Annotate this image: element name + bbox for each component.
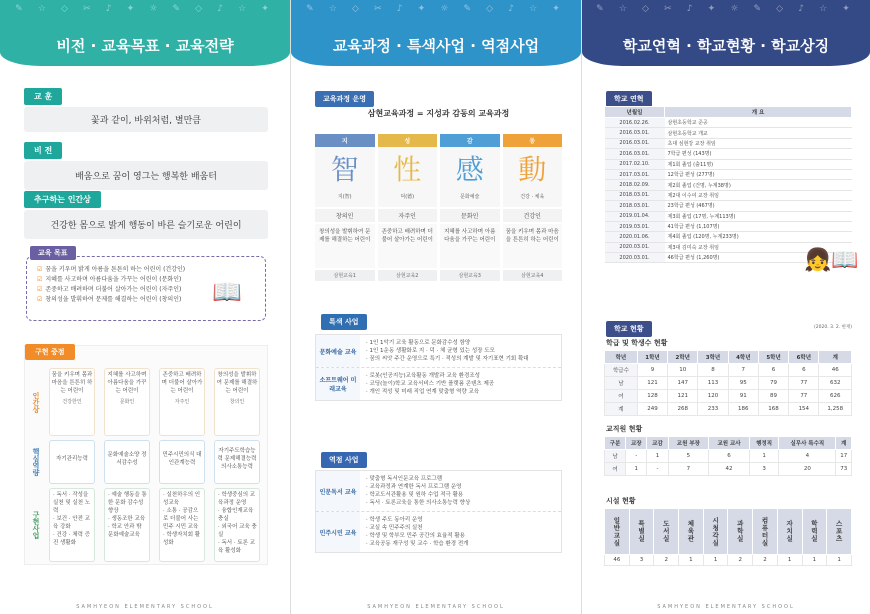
table-header-cell: 특별실 xyxy=(629,509,654,555)
project-cell: · 실천하우의 인성교육 · 소통 · 공감으로 더불어 사는 민주 시민 교육 · 학생자치회 활성화 xyxy=(159,488,205,562)
table-cell: 95 xyxy=(728,377,758,390)
decor-icons: ✎ ☆ ◇ ✂ ♪ ✦ ☼ ✎ ◇ ♪ ☆ ✦ xyxy=(596,4,856,14)
check-icon: ☑ xyxy=(37,296,43,303)
vision-panel-header xyxy=(0,0,290,66)
column-hanja: 感 xyxy=(440,147,500,193)
table-header-row xyxy=(605,351,852,364)
history-date: 2018.03.01. xyxy=(605,201,665,211)
staff-title: 교직원 현황 xyxy=(606,425,643,433)
project-label: 소프트웨어 미래교육 xyxy=(316,368,360,400)
check-icon: ☑ xyxy=(37,266,43,273)
history-tag: 학교 연혁 xyxy=(606,91,652,107)
history-event: 제2대 이수여 교장 취임 xyxy=(665,190,852,200)
decor-icons: ✎ ☆ ◇ ✂ ♪ ✦ ☼ ✎ ◇ ♪ ☆ ✦ xyxy=(306,4,566,14)
history-event: 제3대 김미숙 교장 취임 xyxy=(665,242,852,252)
table-cell: 268 xyxy=(668,403,698,416)
curriculum-columns xyxy=(315,134,562,281)
table-header-cell: 6학년 xyxy=(789,351,819,364)
project-item: · 학교도서관활용 및 원하 수업 적극 활용 xyxy=(366,492,464,498)
table-cell: 여 xyxy=(605,463,626,476)
ideal-cell: 꿈을 키우며 몸과 마음을 튼튼히 하는 어린이 건강한인 xyxy=(49,368,95,436)
project-item: · 코딩(놀이)학교 교육서비스 기반 플랫폼 콘텐츠 제공 xyxy=(366,381,495,387)
table-cell: 632 xyxy=(819,377,852,390)
table-row xyxy=(605,390,852,403)
history-section xyxy=(606,86,652,107)
table-cell: 10 xyxy=(668,364,698,377)
motto-text: 꽃과 같이, 바위처럼, 별만큼 xyxy=(24,107,268,132)
table-cell: 249 xyxy=(637,403,667,416)
focus-projects-tag: 역점 사업 xyxy=(321,452,367,468)
table-header-cell: 3학년 xyxy=(698,351,728,364)
table-cell: 1,258 xyxy=(819,403,852,416)
status-tag: 학교 현황 xyxy=(606,321,652,337)
table-cell: 73 xyxy=(836,463,852,476)
history-row xyxy=(605,211,852,221)
project-item: · 학생 및 학부모 민주 공간의 효율적 활용 xyxy=(366,533,465,539)
table-header-cell: 체육관 xyxy=(679,509,704,555)
implementation-table xyxy=(24,345,268,565)
table-cell: 154 xyxy=(789,403,819,416)
table-cell: 남 xyxy=(605,377,638,390)
focus-projects-box xyxy=(315,470,562,553)
table-header-cell: 자치실 xyxy=(777,509,802,555)
column-name: 자주인 xyxy=(378,209,438,222)
table-row xyxy=(605,450,852,463)
table-cell: 1 xyxy=(679,555,704,566)
history-row xyxy=(605,180,852,190)
table-header-row xyxy=(605,509,852,555)
history-event: 46학급 편성 (1,260명) xyxy=(665,253,852,263)
curriculum-panel-title: 교육과정 · 특색사업 · 역점사업 xyxy=(332,37,540,55)
vision-tag: 비 전 xyxy=(24,142,62,159)
column-desc: 존중하고 배려하며 더불어 살아가는 어린이 xyxy=(378,224,438,268)
history-row xyxy=(605,169,852,179)
special-projects-tag: 특색 사업 xyxy=(321,314,367,330)
history-row xyxy=(605,201,852,211)
table-cell: 남 xyxy=(605,450,626,463)
table-header-cell: 4학년 xyxy=(728,351,758,364)
project-item: · 맞춤형 독서인문교육 프로그램 xyxy=(366,476,443,482)
ideal-text: 건강한 몸으로 밝게 행동이 바른 슬기로운 어린이 xyxy=(24,210,268,239)
table-row xyxy=(605,364,852,377)
table-row xyxy=(605,403,852,416)
table-header-cell: 구분 xyxy=(605,437,626,450)
project-item: · 1인 1악기 교육 활동으로 문화감수성 함양 xyxy=(366,340,471,346)
table-cell: 17 xyxy=(836,450,852,463)
table-cell: 1 xyxy=(827,555,852,566)
table-cell: 8 xyxy=(698,364,728,377)
column-tag: 삼현교육4 xyxy=(503,270,563,281)
history-date: 2020.01.06. xyxy=(605,232,665,242)
table-header-cell: 실무사 특수직 xyxy=(779,437,836,450)
table-cell: 1 xyxy=(626,463,647,476)
footer-text: SAMHYEON ELEMENTARY SCHOOL xyxy=(76,604,214,610)
history-header-row xyxy=(605,107,852,118)
table-header-row xyxy=(605,437,852,450)
history-row xyxy=(605,128,852,138)
column-hanja: 動 xyxy=(503,147,563,193)
table-cell: 121 xyxy=(668,390,698,403)
table-header-cell: 5학년 xyxy=(758,351,788,364)
project-items xyxy=(360,471,561,511)
decor-icons: ✎ ☆ ◇ ✂ ♪ ✦ ☼ ✎ ◇ ♪ ☆ ✦ xyxy=(15,4,275,14)
column-header: 감 xyxy=(440,134,500,147)
table-header-cell: 컴퓨터실 xyxy=(753,509,778,555)
table-cell: 147 xyxy=(668,377,698,390)
table-cell: 2 xyxy=(753,555,778,566)
project-items xyxy=(360,335,561,367)
motto-tag: 교 훈 xyxy=(24,88,62,105)
column-tag: 삼현교육3 xyxy=(440,270,500,281)
history-date: 2017.03.01. xyxy=(605,169,665,179)
project-row xyxy=(316,368,561,400)
table-header-cell: 일반교실 xyxy=(605,509,630,555)
project-label: 민주시민 교육 xyxy=(316,512,360,552)
project-row xyxy=(316,335,561,368)
status-date: (2020. 3. 2. 현재) xyxy=(814,325,852,330)
history-date: 2020.03.01. xyxy=(605,242,665,252)
history-date: 2016.03.01. xyxy=(605,128,665,138)
column-subtitle: 덕(德) xyxy=(378,193,438,207)
table-cell: - xyxy=(626,450,647,463)
project-row xyxy=(316,471,561,512)
goal-item: ☑ 꿈을 키우며 밝게 아름을 튼튼히 하는 어린이 (건강인) xyxy=(37,266,186,273)
curriculum-tag: 교육과정 운영 xyxy=(315,91,374,107)
table-header-cell: 교감 xyxy=(647,437,668,450)
goal-item: ☑ 창의성을 발휘하여 문제를 해결하는 어린이 (창의인) xyxy=(37,296,182,303)
row-label-ideal: 인간상 xyxy=(32,391,40,413)
project-cell: · 학생중심의 교육과정 운영 · 융합인재교육 충실 · 외국어 교육 충실 · 독서 · 토론 교육 활성화 xyxy=(214,488,260,562)
project-row xyxy=(316,512,561,552)
history-date: 2016.03.01. xyxy=(605,138,665,148)
table-cell: 7 xyxy=(728,364,758,377)
vision-panel-title: 비전 · 교육목표 · 교육전략 xyxy=(56,37,234,55)
goal-item: ☑ 존중하고 배려하며 더불어 살아가는 어린이 (자주인) xyxy=(37,286,182,293)
table-header-cell: 시청각실 xyxy=(703,509,728,555)
column-name: 문화인 xyxy=(440,209,500,222)
column-desc: 꿈을 키우며 몸과 마음을 튼튼히 하는 어린이 xyxy=(503,224,563,268)
project-item: · 개인 적성 및 미래 직업 연계 맞춤형 역량 교육 xyxy=(366,389,480,395)
history-row xyxy=(605,149,852,159)
row-label-competency: 핵심역량 xyxy=(32,448,40,476)
history-row xyxy=(605,159,852,169)
history-date: 2020.03.01. xyxy=(605,253,665,263)
table-cell: 1 xyxy=(647,450,668,463)
history-event: 삼현초등학교 개교 xyxy=(665,128,852,138)
column-tag: 삼현교육2 xyxy=(378,270,438,281)
curriculum-panel-header xyxy=(291,0,581,66)
curriculum-column xyxy=(503,134,563,281)
project-item: · 독서 · 토론교육을 통한 의사소통능력 향상 xyxy=(366,500,471,506)
table-cell: 233 xyxy=(698,403,728,416)
vision-panel xyxy=(0,0,290,614)
staff-table xyxy=(604,436,852,476)
table-cell: 2 xyxy=(654,555,679,566)
column-hanja: 智 xyxy=(315,147,375,193)
history-event: 삼현초등학교 준공 xyxy=(665,118,852,128)
history-panel xyxy=(581,0,870,614)
competency-cell: 문화예술소양 정서감수성 xyxy=(104,440,150,484)
curriculum-column xyxy=(315,134,375,281)
table-cell: 168 xyxy=(758,403,788,416)
reading-kids-icon: 👧📖 xyxy=(804,248,859,273)
column-desc: 지혜를 사고하며 아름다움을 가꾸는 어린이 xyxy=(440,224,500,268)
table-cell: 113 xyxy=(698,377,728,390)
open-book-icon: 📖 xyxy=(212,278,242,306)
project-item: · 로봇(인공지능)교육활동 개발과 교육 환경조성 xyxy=(366,373,480,379)
table-cell: 77 xyxy=(789,377,819,390)
table-header-cell: 행정직 xyxy=(749,437,778,450)
curriculum-column xyxy=(378,134,438,281)
project-item: · 1인 1운동 생활화로 지 · 덕 · 체 균형 있는 성장 도모 xyxy=(366,348,495,354)
table-cell: 9 xyxy=(637,364,667,377)
table-cell: 77 xyxy=(789,390,819,403)
ideal-cell: 지혜를 사고하며 아름다움을 가꾸는 어린이 문화인 xyxy=(104,368,150,436)
project-label: 문화예술 교육 xyxy=(316,335,360,367)
ideal-cell: 존중하고 배려하며 더불어 살아가는 어린이 자주인 xyxy=(159,368,205,436)
students-table xyxy=(604,350,852,416)
table-cell: 626 xyxy=(819,390,852,403)
column-subtitle: 건강 · 체육 xyxy=(503,193,563,207)
history-date: 2017.02.10. xyxy=(605,159,665,169)
column-tag: 삼현교육1 xyxy=(315,270,375,281)
table-cell: 89 xyxy=(758,390,788,403)
table-header-cell: 학력실 xyxy=(802,509,827,555)
table-header-cell: 계 xyxy=(819,351,852,364)
history-event: 12학급 편성 (277명) xyxy=(665,169,852,179)
history-event: 제4회 졸업 (120명, 누계233명) xyxy=(665,232,852,242)
project-label: 인문독서 교육 xyxy=(316,471,360,511)
table-cell: 계 xyxy=(605,403,638,416)
table-header-cell: 도서실 xyxy=(654,509,679,555)
ideal-cell: 창의성을 발휘하여 문제를 해결하는 어린이 창의인 xyxy=(214,368,260,436)
history-event: 23학급 편성 (467명) xyxy=(665,201,852,211)
curriculum-panel xyxy=(290,0,581,614)
history-event: 제1회 졸업 (출11명) xyxy=(665,159,852,169)
table-cell: 46 xyxy=(605,555,630,566)
table-cell: 120 xyxy=(698,390,728,403)
history-row xyxy=(605,221,852,231)
competency-cell: 민주시민의식 대인관계능력 xyxy=(159,440,205,484)
column-header: 지 xyxy=(315,134,375,147)
project-item: · 꿈의 씨앗 주간 운영으로 특기 · 적성의 계발 및 자기표현 기회 확대 xyxy=(366,356,529,362)
history-date: 2016.02.26. xyxy=(605,118,665,128)
history-panel-title: 학교연혁 · 학교현황 · 학교상징 xyxy=(622,37,830,55)
table-cell: 186 xyxy=(728,403,758,416)
table-header-cell: 계 xyxy=(836,437,852,450)
vision-section xyxy=(24,138,268,190)
vision-text: 배움으로 꿈이 영그는 행복한 배움터 xyxy=(24,161,268,190)
table-cell: 1 xyxy=(749,450,778,463)
footer-text: SAMHYEON ELEMENTARY SCHOOL xyxy=(367,604,505,610)
table-cell: 3 xyxy=(749,463,778,476)
table-cell: 6 xyxy=(709,450,750,463)
implementation-tag: 구현 중점 xyxy=(25,344,75,360)
column-hanja: 性 xyxy=(378,147,438,193)
table-cell: 3 xyxy=(629,555,654,566)
column-name: 건강인 xyxy=(503,209,563,222)
column-name: 창의인 xyxy=(315,209,375,222)
row-label-projects: 구현사업 xyxy=(32,511,40,539)
table-cell: 1 xyxy=(703,555,728,566)
table-cell: 20 xyxy=(779,463,836,476)
status-section xyxy=(606,316,652,337)
project-items xyxy=(360,368,561,400)
curriculum-column xyxy=(440,134,500,281)
history-header-cell: 년월일 xyxy=(605,107,665,118)
table-cell: 1 xyxy=(802,555,827,566)
table-header-cell: 교원 부장 xyxy=(668,437,709,450)
table-cell: 여 xyxy=(605,390,638,403)
facility-title: 시설 현황 xyxy=(606,497,636,505)
history-event: 7학급 편성 (143명) xyxy=(665,149,852,159)
table-cell: 2 xyxy=(728,555,753,566)
project-cell: · 예술 행동을 통한 문화 감수성 향상 · 생동조한 교육 · 학교 안과 밖 문화예술교육 xyxy=(104,488,150,562)
history-header-cell: 개 요 xyxy=(665,107,852,118)
table-header-cell: 스포츠 xyxy=(827,509,852,555)
curriculum-section xyxy=(315,86,374,107)
table-cell: 42 xyxy=(709,463,750,476)
column-header: 성 xyxy=(378,134,438,147)
history-row xyxy=(605,138,852,148)
table-cell: 128 xyxy=(637,390,667,403)
history-event: 41학급 편성 (1,107명) xyxy=(665,221,852,231)
table-cell: 학급수 xyxy=(605,364,638,377)
table-cell: - xyxy=(647,463,668,476)
project-item: · 교육공동 재구성 및 교수 · 학습 환경 전개 xyxy=(366,541,469,547)
table-cell: 46 xyxy=(819,364,852,377)
table-header-cell: 교원 교사 xyxy=(709,437,750,450)
project-cell: · 독서 · 작성을 실천 및 실천 노력 · 보건 · 안전 교육 강화 · 건강 · 체력 증진 생활화 xyxy=(49,488,95,562)
table-cell: 6 xyxy=(789,364,819,377)
footer-text: SAMHYEON ELEMENTARY SCHOOL xyxy=(657,604,795,610)
ideal-section xyxy=(24,187,268,239)
table-cell: 6 xyxy=(758,364,788,377)
project-item: · 학생 주도 동아리 운영 xyxy=(366,517,423,523)
table-cell: 4 xyxy=(779,450,836,463)
table-header-cell: 교장 xyxy=(626,437,647,450)
project-item: · 교육과정과 연계한 독서 프로그램 운영 xyxy=(366,484,462,490)
table-cell: 5 xyxy=(668,450,709,463)
table-header-cell: 1학년 xyxy=(637,351,667,364)
table-header-cell: 2학년 xyxy=(668,351,698,364)
check-icon: ☑ xyxy=(37,286,43,293)
history-date: 2018.03.01. xyxy=(605,190,665,200)
special-projects-box xyxy=(315,334,562,401)
table-cell: 1 xyxy=(777,555,802,566)
students-title: 학급 및 학생수 현황 xyxy=(606,339,668,347)
table-cell: 7 xyxy=(668,463,709,476)
history-table xyxy=(604,106,852,263)
table-cell: 121 xyxy=(637,377,667,390)
history-row xyxy=(605,118,852,128)
history-event: 제2회 졸업 (건명, 누계38명) xyxy=(665,180,852,190)
history-date: 2018.02.09. xyxy=(605,180,665,190)
goals-tag: 교육 목표 xyxy=(30,246,76,260)
goal-item: ☑ 지혜를 사고하며 아름다움을 가꾸는 어린이 (문화인) xyxy=(37,276,182,283)
column-desc: 창의성을 발휘하여 문제를 해결하는 어린이 xyxy=(315,224,375,268)
ideal-tag: 추구하는 인간상 xyxy=(24,191,101,208)
check-icon: ☑ xyxy=(37,276,43,283)
table-row xyxy=(605,377,852,390)
table-row xyxy=(605,555,852,566)
table-header-cell: 과학실 xyxy=(728,509,753,555)
history-event: 제3회 졸업 (17명, 누계113명) xyxy=(665,211,852,221)
competency-cell: 자기주도학습능력 문제해결능력 의사소통능력 xyxy=(214,440,260,484)
history-event: 초대 심현강 교장 취임 xyxy=(665,138,852,148)
history-row xyxy=(605,190,852,200)
project-items xyxy=(360,512,561,552)
motto-section xyxy=(24,84,268,132)
facility-table xyxy=(604,508,852,566)
history-row xyxy=(605,232,852,242)
column-subtitle: 문화예술 xyxy=(440,193,500,207)
history-panel-header xyxy=(582,0,870,66)
table-cell: 79 xyxy=(758,377,788,390)
curriculum-formula: 삼현교육과정 = 지성과 감동의 교육과정 xyxy=(367,109,510,118)
competency-cell: 자기관리능력 xyxy=(49,440,95,484)
history-date: 2019.01.04. xyxy=(605,211,665,221)
project-item: · 교실 속 민주주의 실천 xyxy=(366,525,423,531)
table-header-cell: 학년 xyxy=(605,351,638,364)
table-cell: 91 xyxy=(728,390,758,403)
table-row xyxy=(605,463,852,476)
history-date: 2016.03.01. xyxy=(605,149,665,159)
history-date: 2019.03.01. xyxy=(605,221,665,231)
column-header: 동 xyxy=(503,134,563,147)
column-subtitle: 지(智) xyxy=(315,193,375,207)
